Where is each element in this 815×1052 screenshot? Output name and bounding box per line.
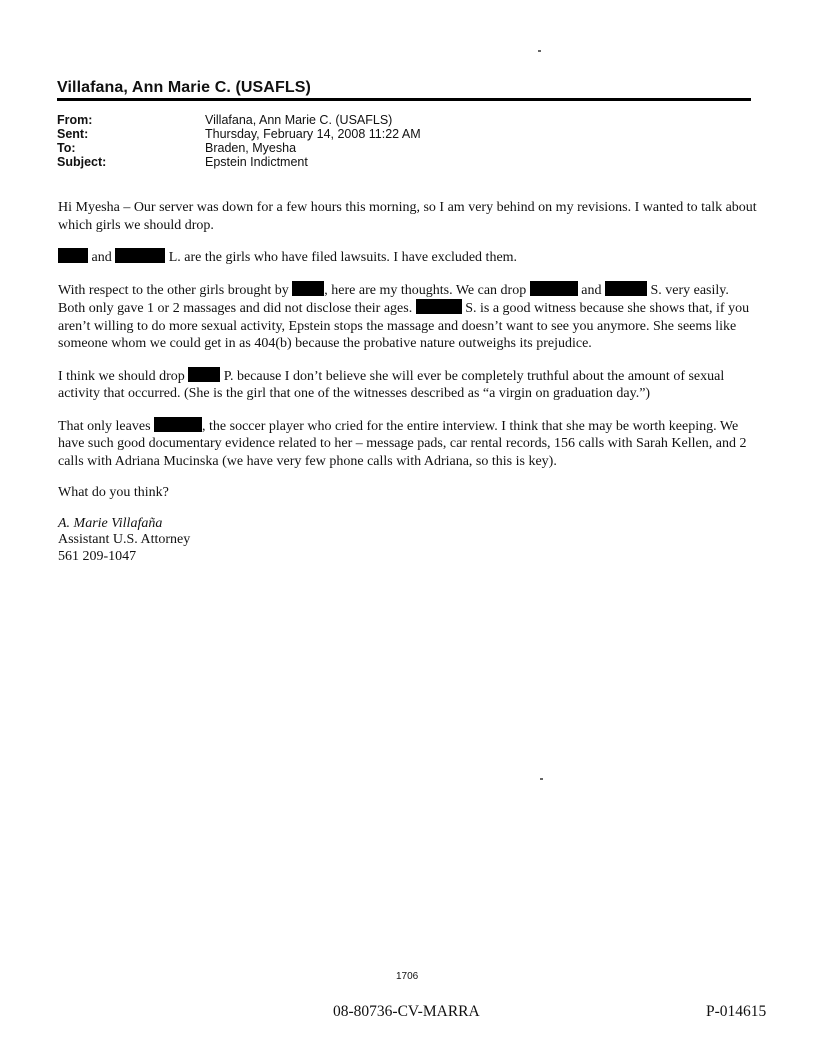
paragraph-3-text-c: and [577, 282, 605, 298]
redaction-block [115, 248, 165, 263]
email-body [58, 199, 758, 565]
paragraph-2-text-b: L. are the girls who have filed lawsuits. I have excluded them. [165, 250, 518, 265]
email-meta [57, 113, 421, 169]
scan-speck [538, 50, 541, 52]
redaction-block [58, 248, 88, 263]
meta-from-value: Villafana, Ann Marie C. (USAFLS) [205, 113, 393, 127]
meta-from-label: From: [57, 113, 93, 127]
header-rule [57, 98, 751, 101]
paragraph-3-text-e: S. is a good witness because she shows that, if you aren’t willing to do more sexual activity, Epstein stops the massage and doesn’t want to see you anymore. She seems like someone whom we could get in as 404(b) because the probative nature outweighs its prejudice. [58, 301, 750, 351]
redaction-block [530, 281, 578, 296]
meta-from-row [57, 113, 421, 127]
redaction-block [605, 281, 647, 296]
paragraph-3-text-b: , here are my thoughts. We can drop [324, 282, 530, 298]
meta-to-row [57, 141, 421, 155]
meta-subject-value: Epstein Indictment [205, 155, 308, 169]
paragraph-6: What do you think? [58, 485, 169, 500]
meta-sent-label: Sent: [57, 127, 89, 141]
paragraph-2 [58, 248, 758, 267]
meta-to-value: Braden, Myesha [205, 141, 297, 155]
paragraph-2-text-a: and [88, 250, 116, 265]
redaction-block [416, 299, 462, 314]
paragraph-4-text-a: I think we should drop [58, 368, 189, 384]
meta-sent-row [57, 127, 421, 141]
meta-subject-label: Subject: [57, 155, 107, 169]
case-number: 08-80736-CV-MARRA [333, 1003, 480, 1020]
redaction-block [188, 367, 220, 382]
paragraph-3 [58, 281, 758, 353]
paragraph-4-text-b: P. because I don’t believe she will ever be completely truthful about the amount of sexual activity that occurred. (She is the girl that one of the witnesses described as “a virgin on graduation day.”) [58, 368, 725, 401]
page-number: 1706 [396, 971, 419, 982]
redaction-block [154, 417, 202, 432]
signature-title: Assistant U.S. Attorney [58, 532, 191, 547]
meta-sent-value: Thursday, February 14, 2008 11:22 AM [205, 127, 421, 141]
signature-phone: 561 209-1047 [58, 548, 137, 564]
signature-block [58, 516, 758, 566]
meta-to-label: To: [57, 141, 76, 155]
paragraph-1: Hi Myesha – Our server was down for a few hours this morning, so I am very behind on my revisions. I wanted to talk about which girls we should drop. [58, 200, 757, 233]
paragraph-4 [58, 367, 758, 403]
paragraph-5-text-b: , the soccer player who cried for the entire interview. I think that she may be worth keeping. We have such good documentary evidence related to her – message pads, car rental records, 156 calls with Sarah Kellen, and 2 calls with Adriana Mucinska (we have very few phone calls with Adriana, so this is key). [58, 418, 747, 469]
paragraph-5-text-a: That only leaves [58, 418, 155, 434]
scan-speck [540, 778, 543, 780]
signature-name: A. Marie Villafaña [58, 515, 163, 531]
redaction-block [292, 281, 324, 296]
meta-subject-row [57, 155, 421, 169]
paragraph-5 [58, 417, 758, 471]
paragraph-3-text-d: S. very easily. Both only gave 1 or 2 massages and did not disclose their ages. [58, 282, 729, 316]
bates-number: P-014615 [706, 1003, 767, 1020]
paragraph-3-text-a: With respect to the other girls brought by [58, 282, 293, 298]
sender-name: Villafana, Ann Marie C. (USAFLS) [57, 79, 311, 96]
